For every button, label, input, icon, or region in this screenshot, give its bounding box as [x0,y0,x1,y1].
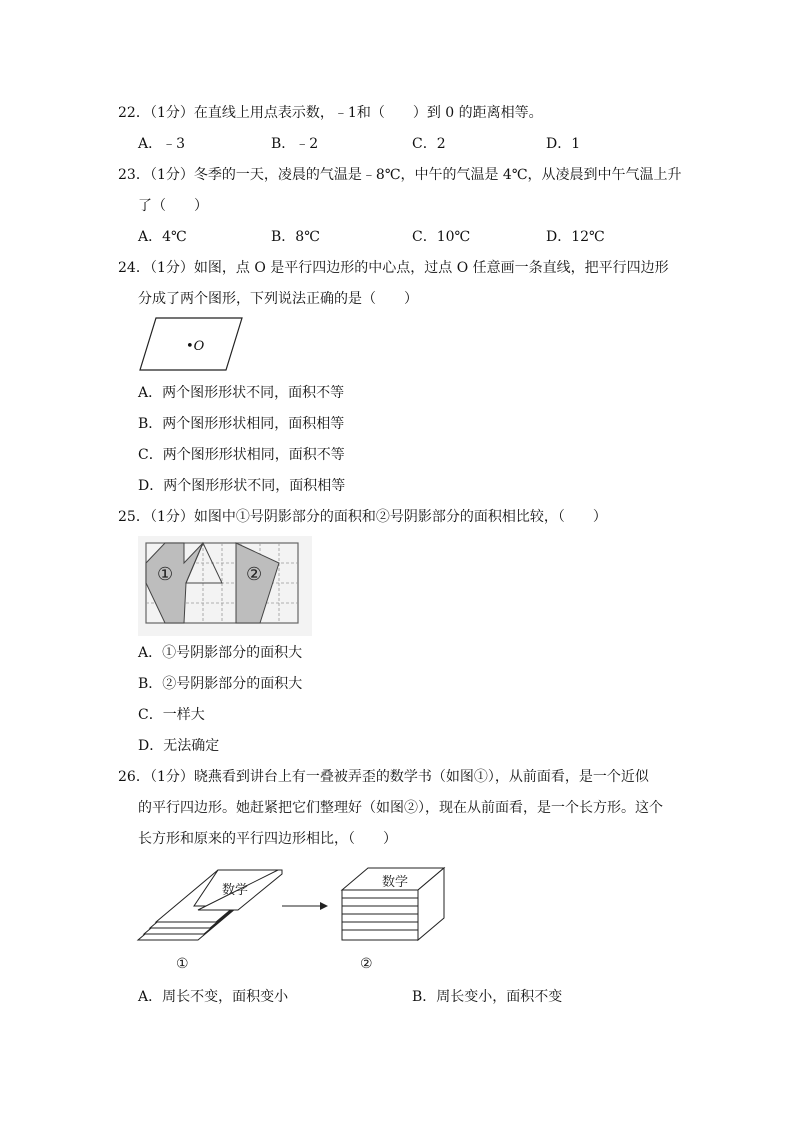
question-24-text-1: （1分）如图，点 O 是平行四边形的中心点，过点 O 任意画一条直线，把平行四边形 [143,260,669,276]
q26-option-a: A．周长不变，面积变小 [138,989,289,1005]
q25-option-d: D．无法确定 [138,738,220,754]
q22-option-d: D．1 [546,136,581,152]
question-26-text-1: （1分）晓燕看到讲台上有一叠被弄歪的数学书（如图①），从前面看，是一个近似 [143,769,649,785]
question-25-num: 25． [118,509,150,525]
skewed-book-title: 数学 [222,883,249,898]
q26-option-b: B．周长变小，面积不变 [412,989,563,1005]
question-26-num: 26． [118,769,150,785]
q24-option-b: B．两个图形形状相同，面积相等 [138,416,345,432]
question-23-text-1: （1分）冬季的一天，凌晨的气温是﹣8℃，中午的气温是 4℃，从凌晨到中午气温上升 [143,167,682,183]
question-22-text: （1分）在直线上用点表示数，﹣1和（ ）到 0 的距离相等。 [143,105,543,121]
q23-option-c: C．10℃ [412,229,471,245]
q24-option-d: D．两个图形形状不同，面积相等 [138,478,346,494]
center-point-label: •O [186,339,205,354]
parallelogram-figure [138,316,248,374]
q23-option-d: D．12℃ [546,229,605,245]
figure-1-label: ① [176,956,189,972]
shaded-grid-figure [138,536,312,636]
q22-option-a: A．﹣3 [138,136,186,152]
q23-option-b: B．8℃ [271,229,320,245]
question-26-text-3: 长方形和原来的平行四边形相比，（ ） [138,831,397,847]
q24-option-c: C．两个图形形状相同，面积不等 [138,447,345,463]
books-figure [136,862,456,972]
figure-2-label: ② [360,956,373,972]
question-26-text-2: 的平行四边形。她赶紧把它们整理好（如图②），现在从前面看，是一个长方形。这个 [138,800,663,816]
q25-option-c: C．一样大 [138,707,205,723]
neat-book-title: 数学 [382,875,409,890]
region-1-label: ① [157,564,174,585]
skewed-book-stack [138,870,282,940]
region-2-label: ② [246,564,263,585]
question-24-num: 24． [118,260,150,276]
question-23-num: 23． [118,167,150,183]
question-23-text-2: 了（ ） [138,198,208,214]
q22-option-b: B．﹣2 [271,136,319,152]
q24-option-a: A．两个图形形状不同，面积不等 [138,385,345,401]
q25-option-a: A．①号阴影部分的面积大 [138,645,303,661]
q22-option-c: C．2 [412,136,446,152]
question-22-num: 22． [118,105,150,121]
q25-option-b: B．②号阴影部分的面积大 [138,676,303,692]
question-25-text: （1分）如图中①号阴影部分的面积和②号阴影部分的面积相比较，（ ） [143,509,607,525]
question-24-text-2: 分成了两个图形，下列说法正确的是（ ） [138,291,418,307]
q23-option-a: A．4℃ [138,229,187,245]
arrow-head [320,902,328,910]
